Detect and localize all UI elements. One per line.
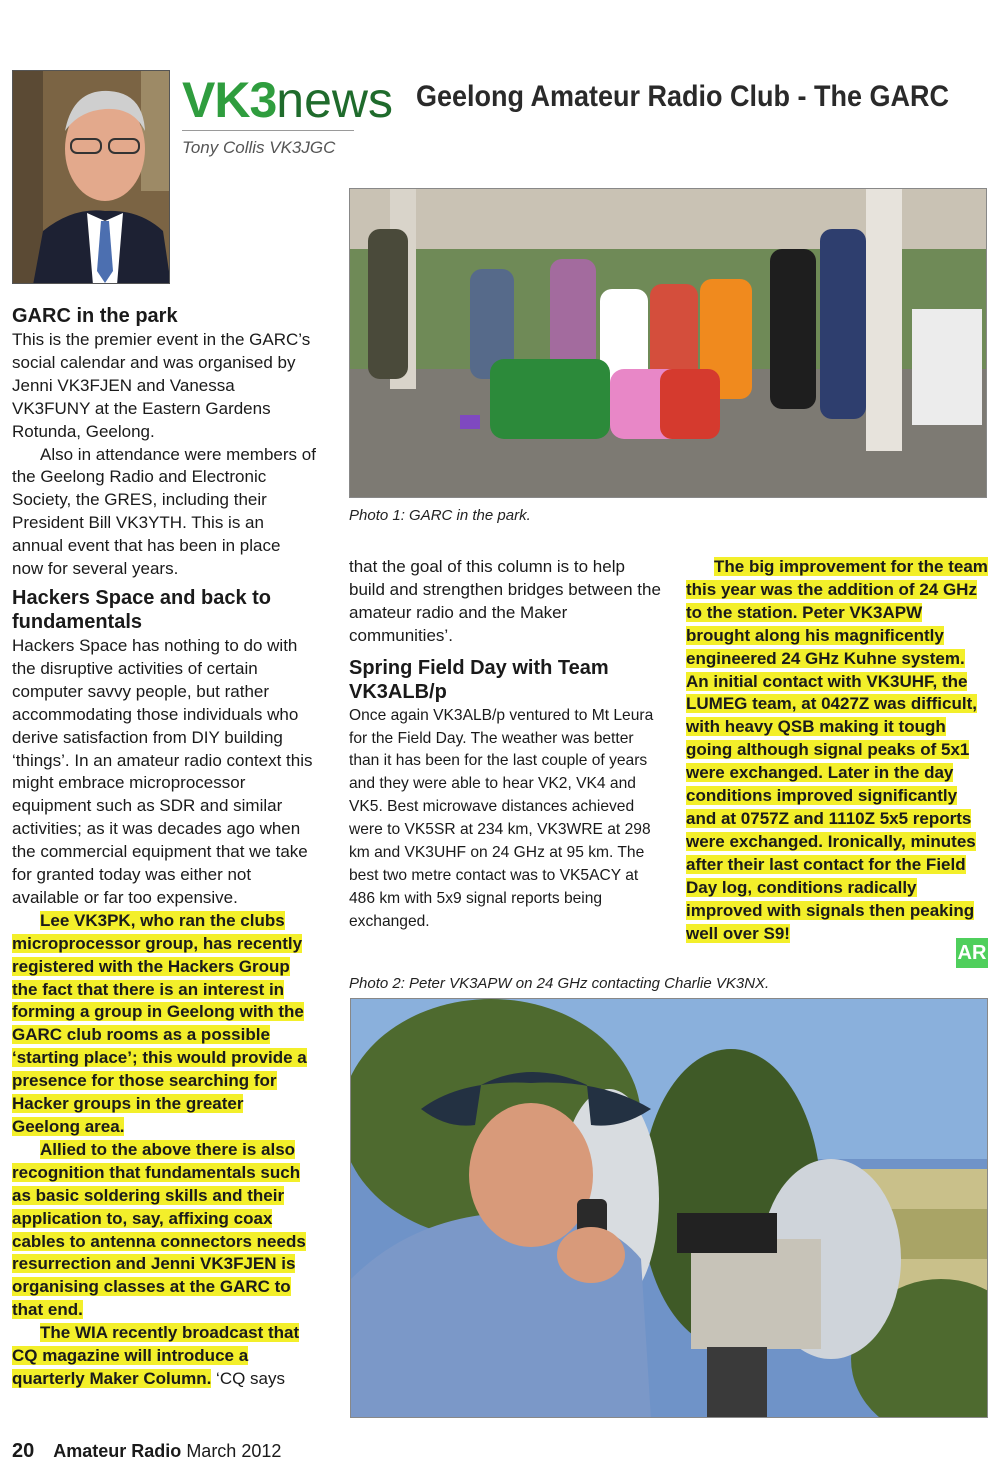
page-number: 20	[12, 1440, 35, 1462]
highlighted-text-block	[12, 910, 316, 1391]
paragraph: that the goal of this column is to help build and strengthen bridges between the amateur radio and the Maker communities’.	[349, 557, 661, 645]
brand-divider	[182, 130, 354, 131]
photo-24ghz-operator	[350, 998, 988, 1418]
brand-vk: VK3	[182, 72, 277, 128]
paragraph-continuation: ‘CQ says	[211, 1368, 286, 1388]
group-photo-image	[350, 189, 987, 498]
heading-hackers-space: Hackers Space and back to fundamentals	[12, 586, 272, 633]
column-1	[12, 304, 316, 1391]
paragraph: This is the premier event in the GARC’s social calendar and was organised by Jenni VK3FJEN and Vanessa VK3FUNY at the Eastern Gardens Rotunda, Geelong.	[12, 330, 311, 441]
photo2-caption: Photo 2: Peter VK3APW on 24 GHz contacting Charlie VK3NX.	[349, 975, 770, 992]
column-3	[686, 556, 988, 945]
column-2	[349, 556, 661, 934]
paragraph: Once again VK3ALB/p ventured to Mt Leura for the Field Day. The weather was better than it has been for the last couple of years and they were able to hear VK2, VK4 and VK5. Best microwave distances achieved were to VK5SR at 234 km, VK3WRE at 298 km and VK3UHF on 24 GHz at 95 km. The best two metre contact was to VK5ACY at 486 km with 5x9 signal reports being exchanged.	[349, 706, 654, 930]
photo1-caption: Photo 1: GARC in the park.	[349, 507, 531, 524]
highlighted-paragraph: Lee VK3PK, who ran the clubs microprocessor group, has recently registered with the Hackers Group the fact that there is an interest in forming a group in Geelong with the GARC club rooms as a possible ‘starting place’; this would provide a presence for those searching for Hacker groups in the greater Geelong area.	[12, 910, 307, 1136]
highlighted-paragraph: The WIA recently broadcast that CQ magazine will introduce a quarterly Maker Column.	[12, 1323, 300, 1388]
page-footer	[12, 1440, 281, 1463]
issue-date: March 2012	[186, 1441, 282, 1461]
paragraph: Hackers Space has nothing to do with the disruptive activities of certain computer savvy people, but rather accommodating those individuals who derive satisfaction from DIY building ‘things’. In an amateur radio context this might embrace microprocessor equipment such as SDR and similar activities; as it was decades ago when the commercial equipment that we take for granted today was either not available or far too expensive.	[12, 635, 313, 907]
ar-end-logo: AR	[956, 938, 988, 968]
operator-photo-image	[351, 999, 988, 1418]
brand-news: news	[276, 72, 393, 128]
heading-garc-in-park: GARC in the park	[12, 305, 178, 327]
photo-garc-in-park	[349, 188, 987, 498]
author-photo	[12, 70, 170, 284]
heading-spring-field-day: Spring Field Day with Team VK3ALB/p	[349, 656, 609, 703]
article-title: Geelong Amateur Radio Club - The GARC	[416, 80, 950, 113]
magazine-name: Amateur Radio	[53, 1441, 182, 1461]
author-byline: Tony Collis VK3JGC	[182, 138, 336, 157]
highlighted-paragraph: The big improvement for the team this year was the addition of 24 GHz to the station. Peter VK3APW brought along his magnificently engineered 24 GHz Kuhne system. An initial contact with VK3UHF, the LUMEG team, at 0427Z was difficult, with heavy QSB making it tough going although signal peaks of 5x1 were exchanged. Later in the day conditions improved significantly and at 0757Z and 1110Z 5x5 reports were exchanged. Ironically, minutes after their last contact for the Field Day log, conditions radically improved with signals then peaking well over S9!	[686, 557, 988, 943]
paragraph: Also in attendance were members of the Geelong Radio and Electronic Society, the GRES, including their President Bill VK3YTH. This is an annual event that has been in place now for several years.	[12, 444, 316, 579]
author-portrait-image	[13, 71, 170, 284]
section-brand	[182, 70, 393, 130]
highlighted-paragraph: Allied to the above there is also recognition that fundamentals such as basic soldering skills and their application to, say, affixing coax cables to antenna connectors needs resurrection and Jenni VK3FJEN is organising classes at the GARC to that end.	[12, 1139, 306, 1320]
